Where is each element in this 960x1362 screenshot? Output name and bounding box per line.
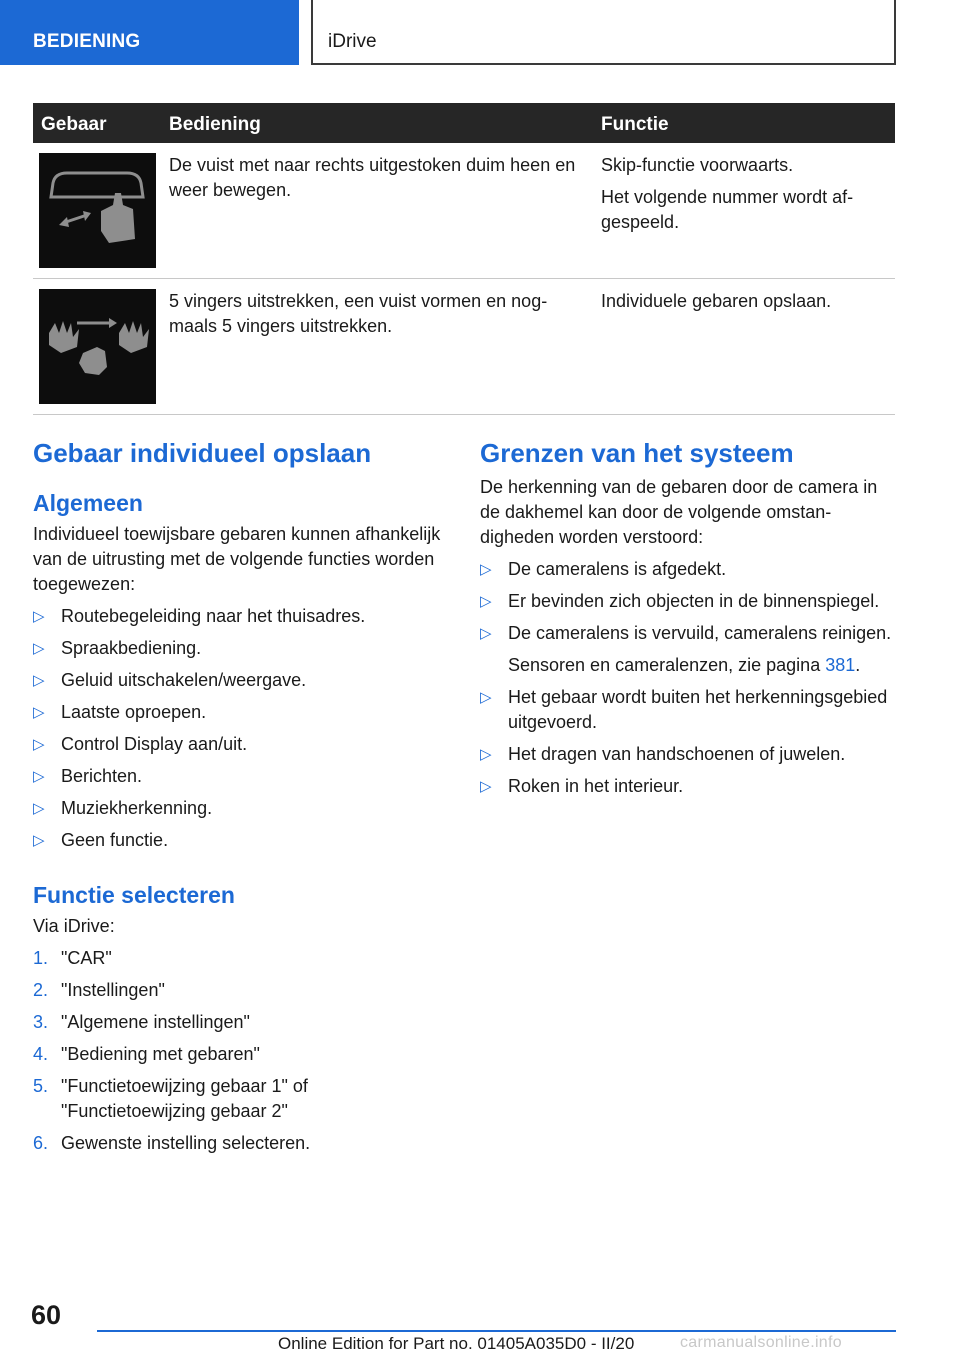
list-item: ▷ Het gebaar wordt buiten het herkenningsgebied uitgevoerd. <box>480 687 888 732</box>
cross-reference: Sensoren en cameralenzen, zie pagina 381. <box>508 655 861 675</box>
list-item: ▷ Control Display aan/uit. <box>33 732 448 757</box>
list-item: ▷ Berichten. <box>33 764 448 789</box>
select-intro: Via iDrive: <box>33 916 115 936</box>
section-tab <box>0 0 299 65</box>
triangle-bullet-icon: ▷ <box>480 561 492 578</box>
limits-list <box>480 557 895 799</box>
list-item: ▷ Roken in het interieur. <box>480 774 895 799</box>
list-item: 5. "Functietoewijzing gebaar 1" of "Functietoewijzing gebaar 2" <box>33 1076 308 1121</box>
table-row <box>33 279 895 415</box>
list-item: ▷ Muziekherkenning. <box>33 796 448 821</box>
triangle-bullet-icon: ▷ <box>33 608 45 625</box>
triangle-bullet-icon: ▷ <box>480 593 492 610</box>
list-item: ▷ Geen functie. <box>33 828 448 853</box>
right-column <box>480 436 895 799</box>
triangle-bullet-icon: ▷ <box>33 672 45 689</box>
col-header-function: Functie <box>601 114 669 135</box>
list-item: 1. "CAR" <box>33 948 112 968</box>
function-list <box>33 604 448 853</box>
triangle-bullet-icon: ▷ <box>33 768 45 785</box>
page-link[interactable]: 381 <box>825 655 856 675</box>
triangle-bullet-icon: ▷ <box>33 704 45 721</box>
subheading-select-function: Functie selecteren <box>33 882 235 908</box>
watermark: carmanualsonline.info <box>680 1334 842 1351</box>
footer-divider <box>97 1330 896 1332</box>
left-column <box>33 436 448 1156</box>
triangle-bullet-icon: ▷ <box>33 736 45 753</box>
triangle-bullet-icon: ▷ <box>480 778 492 795</box>
subheading-general: Algemeen <box>33 490 143 516</box>
triangle-bullet-icon: ▷ <box>480 625 492 642</box>
thumb-swipe-gesture-icon <box>39 153 156 268</box>
operation-text: De vuist met naar rechts uitgestoken duim heen en weer bewegen. <box>169 155 576 200</box>
function-text: Skip-functie voorwaarts. Het volgende nummer wordt afgespeeld. <box>601 155 854 232</box>
list-item: ▷ Routebegeleiding naar het thuisadres. <box>33 604 448 629</box>
list-item: ▷ Spraakbediening. <box>33 636 448 661</box>
list-item: 2. "Instellingen" <box>33 980 165 1000</box>
section-heading-system-limits: Grenzen van het systeem <box>480 438 794 468</box>
step-list <box>33 946 448 1156</box>
function-text: Individuele gebaren opslaan. <box>601 291 832 311</box>
list-item: 4. "Bediening met gebaren" <box>33 1044 260 1064</box>
edition-text: Online Edition for Part no. 01405A035D0 - II/20 <box>278 1334 635 1353</box>
triangle-bullet-icon: ▷ <box>33 832 45 849</box>
col-header-gesture: Gebaar <box>41 114 107 135</box>
table-header <box>33 103 895 143</box>
table-row <box>33 143 895 279</box>
section-title: BEDIENING <box>33 31 141 52</box>
page-number: 60 <box>31 1300 62 1330</box>
triangle-bullet-icon: ▷ <box>33 640 45 657</box>
section-heading-save-gesture: Gebaar individueel opslaan <box>33 438 372 468</box>
list-item: ▷ De cameralens is vervuild, cameralens reinigen. Sensoren en cameralenzen, zie pagina 381. <box>480 621 895 678</box>
list-item: 6. Gewenste instelling selecteren. <box>33 1133 311 1153</box>
list-item: 3. "Algemene instellingen" <box>33 1012 250 1032</box>
list-item: ▷ Er bevinden zich objecten in de binnenspiegel. <box>480 589 895 614</box>
triangle-bullet-icon: ▷ <box>33 800 45 817</box>
fist-open-hand-gesture-icon <box>39 289 156 404</box>
col-header-operation: Bediening <box>169 114 261 135</box>
list-item: ▷ Laatste oproepen. <box>33 700 448 725</box>
chapter-title: iDrive <box>328 31 377 52</box>
general-intro: Individueel toewijsbare gebaren kunnen afhankelijk van de uitrusting met de volgende functies worden toegewezen: <box>33 524 441 594</box>
triangle-bullet-icon: ▷ <box>480 746 492 763</box>
gesture-table <box>33 103 895 415</box>
chapter-tab <box>311 0 896 65</box>
list-item: ▷ Geluid uitschakelen/weergave. <box>33 668 448 693</box>
limits-intro: De herkenning van de gebaren door de camera in de dakhemel kan door de volgende omstandigheden worden verstoord: <box>480 477 878 547</box>
list-item: ▷ De cameralens is afgedekt. <box>480 557 895 582</box>
triangle-bullet-icon: ▷ <box>480 689 492 706</box>
operation-text: 5 vingers uitstrekken, een vuist vormen en nogmaals 5 vingers uitstrekken. <box>169 291 548 336</box>
list-item: ▷ Het dragen van handschoenen of juwelen. <box>480 742 895 767</box>
